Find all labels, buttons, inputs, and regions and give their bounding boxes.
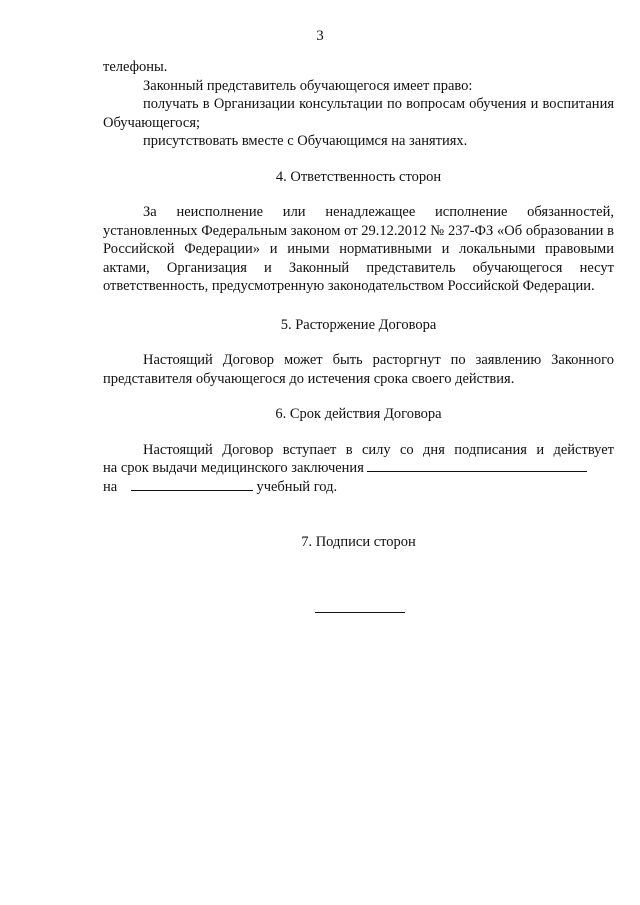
section-5-paragraph: Настоящий Договор может быть расторгнут по заявлению Законного представителя обучающегося до истечения срока своего действия.	[103, 352, 614, 387]
medical-conclusion-label: на срок выдачи медицинского заключения	[103, 460, 364, 476]
section-4-paragraph: За неисполнение или ненадлежащее исполнение обязанностей, установленных Федеральным законом от 29.12.2012 № 237-ФЗ «Об образовании в Российской Федерации» и иными нормативными и локальными правовыми актами, Организация и Законный представитель обучающегося несут ответственность, предусмотренную законодательством Российской Федерации.	[103, 204, 614, 294]
phones-line: телефоны.	[103, 59, 168, 75]
section-7-heading: 7. Подписи сторон	[301, 534, 416, 550]
attend-classes-line: присутствовать вместе с Обучающимся на занятиях.	[143, 133, 468, 149]
section-4-heading: 4. Ответственность сторон	[275, 168, 442, 185]
document-body	[103, 58, 614, 552]
page-number: 3	[316, 28, 324, 44]
school-year-blank	[131, 478, 253, 491]
school-year-label: учебный год.	[256, 478, 338, 495]
section-5-heading: 5. Расторжение Договора	[280, 316, 437, 333]
closing-divider-line	[315, 612, 405, 613]
section-6-line-2	[103, 459, 614, 478]
section-6-heading: 6. Срок действия Договора	[275, 406, 442, 422]
section-6-line-3	[103, 478, 614, 497]
section-6-line-1: Настоящий Договор вступает в силу со дня подписания и действует	[143, 441, 614, 458]
receive-consultations-paragraph: получать в Организации консультации по вопросам обучения и воспитания Обучающегося;	[103, 96, 614, 131]
medical-conclusion-blank	[367, 459, 587, 472]
na-label: на	[103, 478, 118, 495]
representative-rights-line: Законный представитель обучающегося имеет право:	[143, 77, 473, 94]
